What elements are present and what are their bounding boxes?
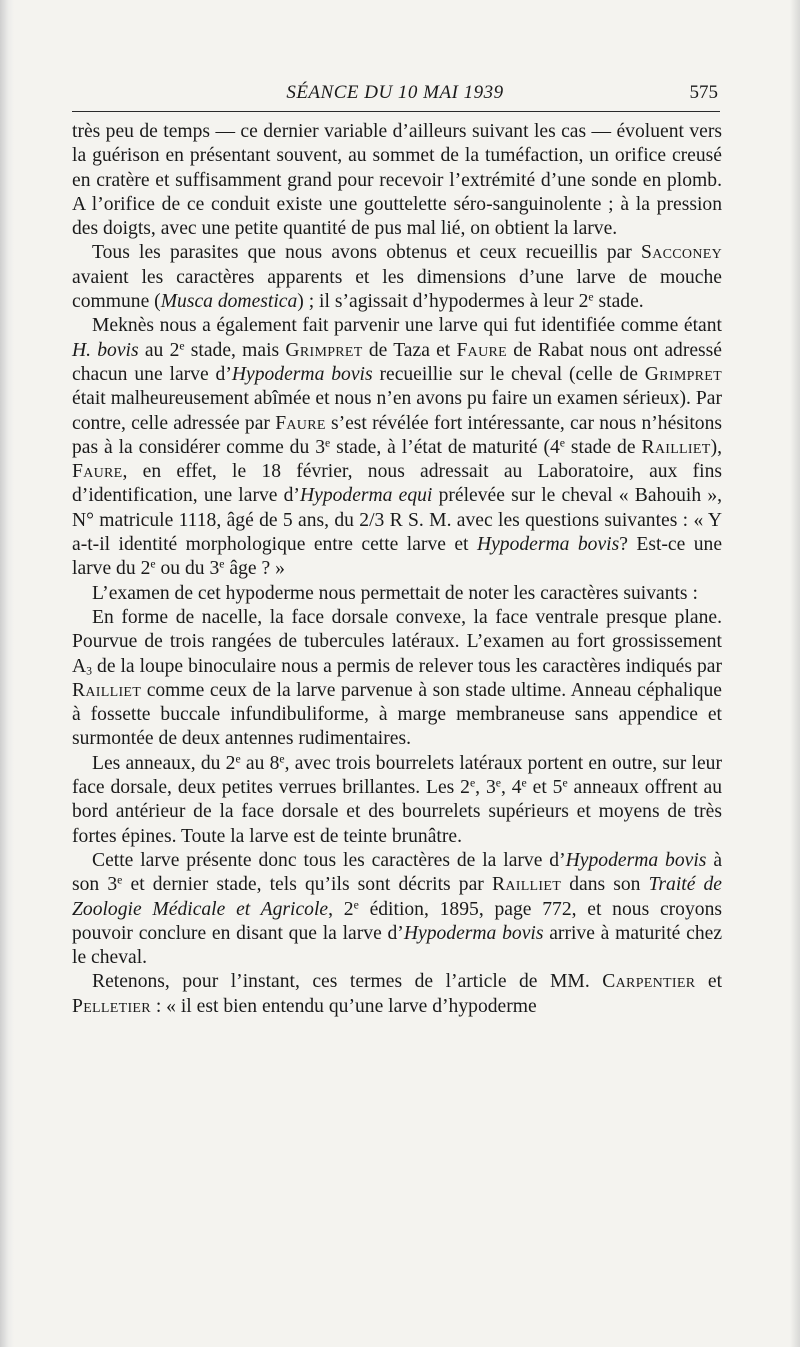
paragraph-8: Retenons, pour l’instant, ces termes de l’article de MM. Carpentier et Pelletier : « il est bien entendu qu’une larve d’hypoderme [72,971,723,1017]
author-name-grimpret: Grimpret [644,363,723,385]
paragraph-7: Cette larve présente donc tous les caractères de la larve d’Hypoderma bovis à son 3e et dernier stade, tels qu’ils sont décrits par Railliet dans son Traité de Zoologie Médicale et Agricole, 2e édition, 1895, page 772, et nous croyons pouvoir conclure en disant que la larve d’Hypoderma bovis arrive à maturité chez le cheval. [72,849,723,969]
author-name-faure: Faure [275,412,326,434]
species-name: Hypoderma bovis [403,922,544,944]
author-name-railliet: Railliet [491,874,562,896]
species-name: Hypoderma bovis [565,849,707,871]
author-name-pelletier: Pelletier [72,995,151,1017]
species-name: H. bovis [72,339,139,361]
species-name: Hypoderma bovis [476,534,620,556]
author-name-sacconey: Sacconey [641,242,722,264]
body-text [72,120,722,1019]
author-name-carpentier: Carpentier [602,971,696,993]
running-head [72,78,718,108]
author-name-railliet: Railliet [641,436,711,458]
scan-shadow-left [0,0,14,1347]
species-name: Musca domestica [160,291,298,313]
scan-shadow-right [790,0,800,1347]
author-name-faure: Faure [72,461,123,483]
paragraph-3: Meknès nous a également fait parvenir une larve qui fut identifiée comme étant H. bovis au 2e stade, mais Grimpret de Taza et Faure de Rabat nous ont adressé chacun une larve d’Hypoderma bovis recueillie sur le cheval (celle de Grimpret était malheureusement abîmée et nous n’en avons pu faire un examen sérieux). Par contre, celle adressée par Faure s’est révélée fort intéressante, car nous n’hésitons pas à la considérer comme du 3e stade, à l’état de maturité (4e stade de Railliet), Faure, en effet, le 18 février, nous adressait au Laboratoire, aux fins d’identification, une larve d’Hypoderma equi prélevée sur le cheval « Bahouih », N° matricule 1118, âgé de 5 ans, du 2/3 R S. M. avec les questions suivantes : « Y a-t-il identité morphologique entre cette larve et Hypoderma bovis? Est-ce une larve du 2e ou du 3e âge ? » [72,315,723,580]
book-title: Traité de Zoologie Médicale et Agricole [72,874,723,920]
header-rule [72,111,720,112]
paragraph-2: Tous les parasites que nous avons obtenus et ceux recueillis par Sacconey avaient les caractères apparents et les dimensions d’une larve de mouche commune (Musca domestica) ; il s’agissait d’hypodermes à leur 2e stade. [72,242,722,313]
author-name-faure: Faure [456,339,507,361]
running-title: SÉANCE DU 10 MAI 1939 [286,82,504,103]
paragraph-6: Les anneaux, du 2e au 8e, avec trois bourrelets latéraux portent en outre, sur leur face dorsale, deux petites verrues brillantes. Les 2e, 3e, 4e et 5e anneaux offrent au bord antérieur de la face dorsale et des bourrelets supérieurs et moyens de très fortes épines. Toute la larve est de teinte brunâtre. [72,752,723,847]
species-name: Hypoderma bovis [231,363,373,385]
paragraph-1: très peu de temps — ce dernier variable d’ailleurs suivant les cas — évoluent vers la guérison en présentant souvent, au sommet de la tuméfaction, un orifice creusé en cratère et suffisamment grand pour recevoir l’extrémité d’une sonde en plomb. A l’orifice de ce conduit existe une gouttelette séro-sanguinolente ; à la pression des doigts, avec une petite quantité de pus mal lié, on obtient la larve. [72,121,722,240]
species-name: Hypoderma equi [299,485,433,507]
author-name-railliet: Railliet [72,679,142,701]
paragraph-4: L’examen de cet hypoderme nous permettait de noter les caractères suivants : [92,582,698,604]
author-name-grimpret: Grimpret [285,339,363,361]
page-number: 575 [689,82,718,103]
paragraph-5: En forme de nacelle, la face dorsale convexe, la face ventrale presque plane. Pourvue de trois rangées de tubercules latéraux. L’examen au fort grossissement $A_3$ de la loupe binoculaire nous a permis de relever tous les caractères indiqués par Railliet comme ceux de la larve parvenue à son stade ultime. Anneau céphalique à fossette buccale infundibuliforme, à marge membraneuse sans appendice et surmontée de deux antennes rudimentaires. [72,606,722,750]
